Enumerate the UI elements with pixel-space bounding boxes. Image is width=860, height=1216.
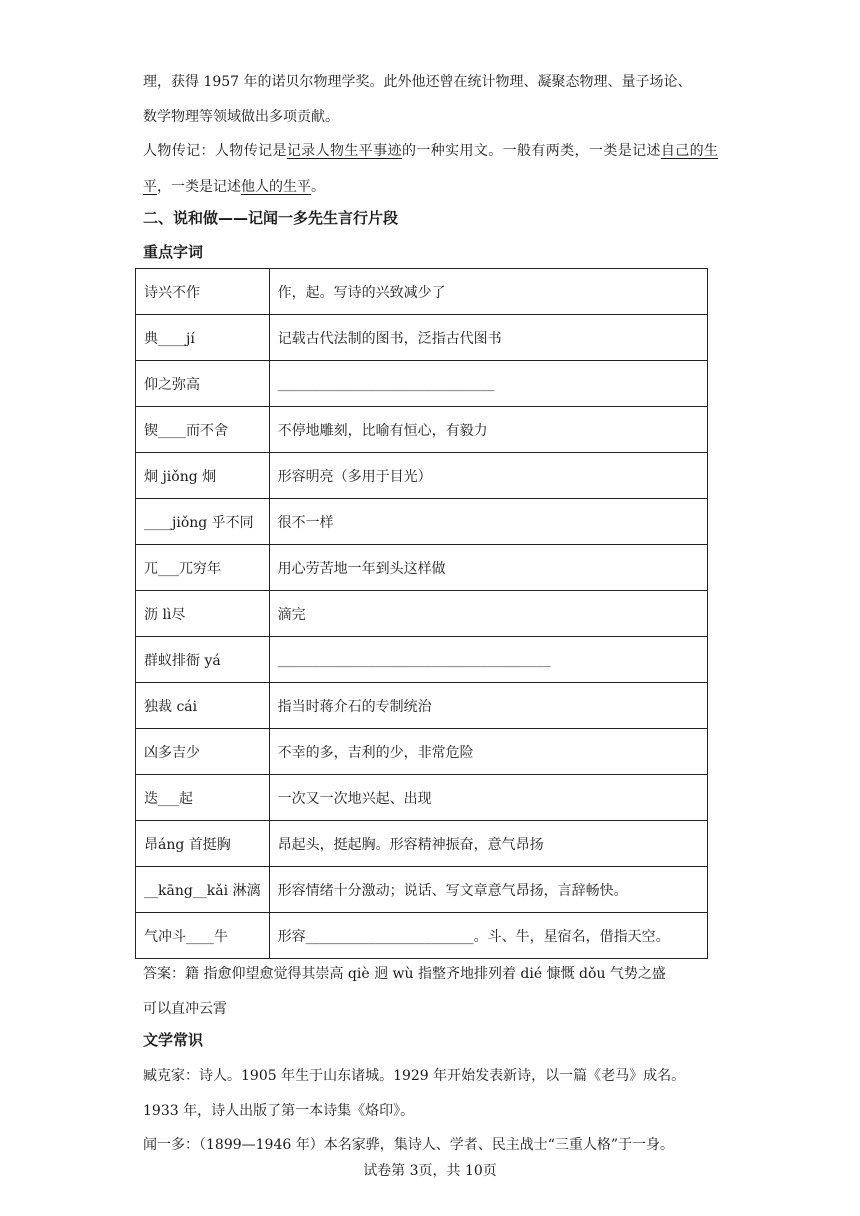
vocab-meaning: _______________________________________ [269,637,707,683]
literary-line-3: 闻一多：（1899—1946 年）本名家骅，集诗人、学者、民主战士“三重人格”于一身。 [143,1137,675,1153]
vocab-meaning: 形容明亮（多用于目光） [269,453,707,499]
vocab-meaning: 昂起头，挺起胸。形容精神振奋，意气昂扬 [269,821,707,867]
table-row [136,407,708,453]
table-row [136,545,708,591]
vocab-term: 沥 lì尽 [136,591,270,637]
vocab-term: 凶多吉少 [136,729,270,775]
literary-line-1: 臧克家：诗人。1905 年生于山东诸城。1929 年开始发表新诗，以一篇《老马》成名。 [143,1068,686,1084]
intro-text-line-2: 数学物理等领域做出多项贡献。 [143,109,339,125]
table-row [136,361,708,407]
vocab-term: 独裁 cái [136,683,270,729]
bio-underline-2: 自己的生平 [143,143,719,195]
table-row [136,913,708,959]
vocab-term: __kāng__kǎi 淋漓 [136,867,270,913]
bio-underline-3: 他人的生平 [241,179,311,195]
table-row [136,867,708,913]
table-row [136,821,708,867]
bio-mid-2: ，一类是记述 [157,179,241,195]
vocab-term: 锲____而不舍 [136,407,270,453]
bio-mid: 的一种实用文。一般有两类，一类是记述 [401,143,661,159]
intro-text-line-1: 理，获得 1957 年的诺贝尔物理学奖。此外他还曾在统计物理、凝聚态物理、量子场论、 [143,74,692,90]
answer-line-1: 答案：籍 指愈仰望愈觉得其崇高 qiè 迥 wù 指整齐地排列着 dié 慷慨 dǒu 气势之盛 [143,966,666,982]
table-row [136,499,708,545]
vocab-meaning: 不幸的多，吉利的少，非常危险 [269,729,707,775]
bio-end: 。 [311,179,325,195]
literary-knowledge-heading: 文学常识 [143,1031,204,1049]
vocab-meaning: _______________________________ [269,361,707,407]
vocab-meaning: 很不一样 [269,499,707,545]
vocab-meaning: 记载古代法制的图书，泛指古代图书 [269,315,707,361]
vocab-meaning: 作，起。写诗的兴致减少了 [269,269,707,315]
vocab-meaning: 一次又一次地兴起、出现 [269,775,707,821]
vocab-meaning: 滴完 [269,591,707,637]
vocab-term: 群蚁排衙 yá [136,637,270,683]
vocab-meaning: 形容情绪十分激动；说话、写文章意气昂扬，言辞畅快。 [269,867,707,913]
vocab-term: 迭___起 [136,775,270,821]
bio-underline-1: 记录人物生平事迹 [286,143,402,159]
vocab-meaning: 用心劳苦地一年到头这样做 [269,545,707,591]
vocab-term: ____jiǒng 乎不同 [136,499,270,545]
section-title: 二、说和做——记闻一多先生言行片段 [143,209,399,227]
table-row [136,775,708,821]
vocab-meaning: 形容________________________。斗、牛，星宿名，借指天空。 [269,913,707,959]
literary-line-2: 1933 年，诗人出版了第一本诗集《烙印》。 [143,1103,415,1119]
table-row [136,637,708,683]
vocab-heading: 重点字词 [143,243,204,261]
table-row [136,315,708,361]
bio-prefix: 人物传记：人物传记是 [143,143,287,159]
vocab-term: 昂áng 首挺胸 [136,821,270,867]
vocab-term: 气冲斗____牛 [136,913,270,959]
vocab-meaning: 指当时蒋介石的专制统治 [269,683,707,729]
vocab-term: 典____jí [136,315,270,361]
page-footer: 试卷第 3页，共 10页 [363,1163,497,1179]
biography-definition [143,133,718,205]
table-row [136,269,708,315]
table-row [136,683,708,729]
table-row [136,729,708,775]
table-row [136,453,708,499]
vocab-term: 兀___兀穷年 [136,545,270,591]
vocab-term: 诗兴不作 [136,269,270,315]
vocab-table [135,268,708,959]
answer-line-2: 可以直冲云霄 [143,1001,227,1017]
vocab-meaning: 不停地雕刻，比喻有恒心，有毅力 [269,407,707,453]
vocab-term: 仰之弥高 [136,361,270,407]
vocab-term: 炯 jiǒng 炯 [136,453,270,499]
table-row [136,591,708,637]
